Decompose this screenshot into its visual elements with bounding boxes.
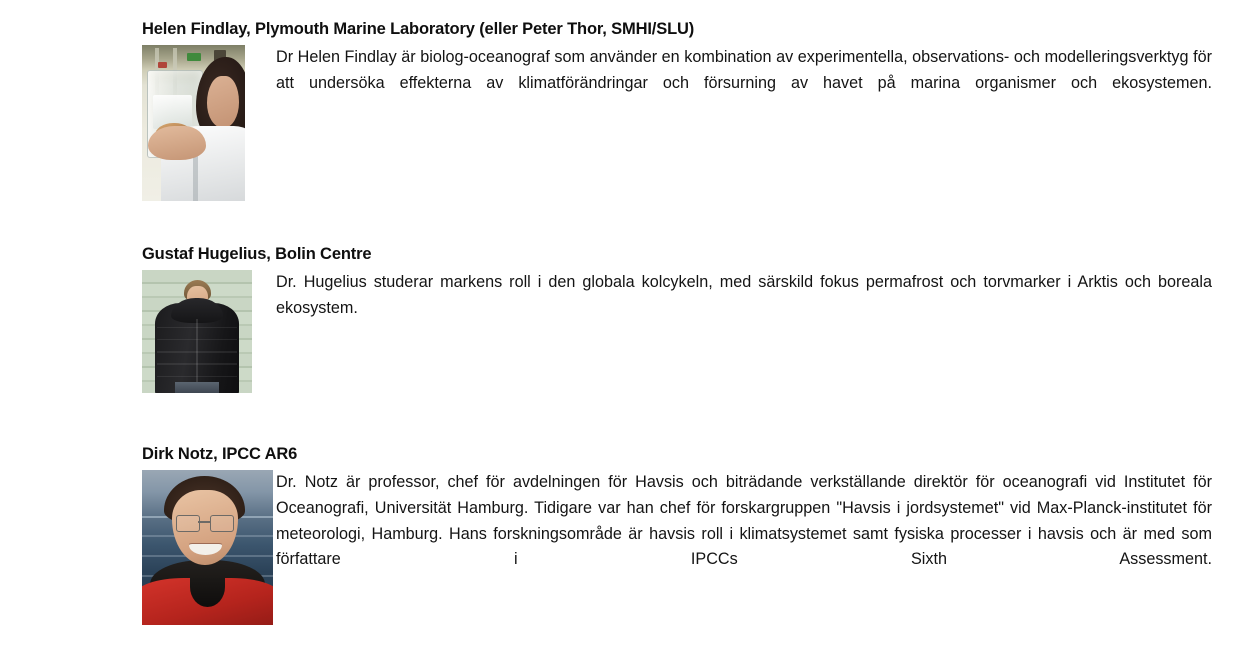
speaker-heading-findlay: Helen Findlay, Plymouth Marine Laboratory (eller Peter Thor, SMHI/SLU) — [142, 20, 695, 38]
portrait-photo-gustaf-hugelius — [142, 270, 252, 393]
speaker-bio-notz: Dr. Notz är professor, chef för avdelningen för Havsis och biträdande verkställande direktör för oceanografi vid Institutet för Oceanografi, Universität Hamburg. Tidigare var han chef för forskargruppen "Havsis i jordsystemet" vid Max-Planck-institutet för meteorologi, Hamburg. Hans forskningsområde är havsis roll i klimatsystemet samt fysiska processer i havsis och är med som författare i IPCCs Sixth Assessment. — [276, 472, 1212, 569]
speaker-body-notz — [142, 470, 1212, 599]
portrait-photo-dirk-notz — [142, 470, 273, 625]
speaker-entry-notz — [142, 445, 1212, 599]
speaker-body-findlay — [142, 45, 1212, 122]
portrait-photo-helen-findlay — [142, 45, 245, 201]
speaker-bio-findlay: Dr Helen Findlay är biolog-oceanograf som använder en kombination av experimentella, observations- och modelleringsverktyg för att undersöka effekterna av klimatförändringar och försurning av havet på marina organismer och ekosystemen. — [276, 47, 1212, 92]
speaker-bio-hugelius: Dr. Hugelius studerar markens roll i den globala kolcykeln, med särskild fokus permafrost och torvmarker i Arktis och boreala ekosystem. — [276, 272, 1212, 317]
speaker-entry-findlay — [142, 20, 1212, 122]
speaker-heading-notz: Dirk Notz, IPCC AR6 — [142, 445, 298, 463]
speaker-heading-hugelius: Gustaf Hugelius, Bolin Centre — [142, 245, 372, 263]
speaker-entry-hugelius — [142, 245, 1212, 347]
speaker-body-hugelius — [142, 270, 1212, 347]
